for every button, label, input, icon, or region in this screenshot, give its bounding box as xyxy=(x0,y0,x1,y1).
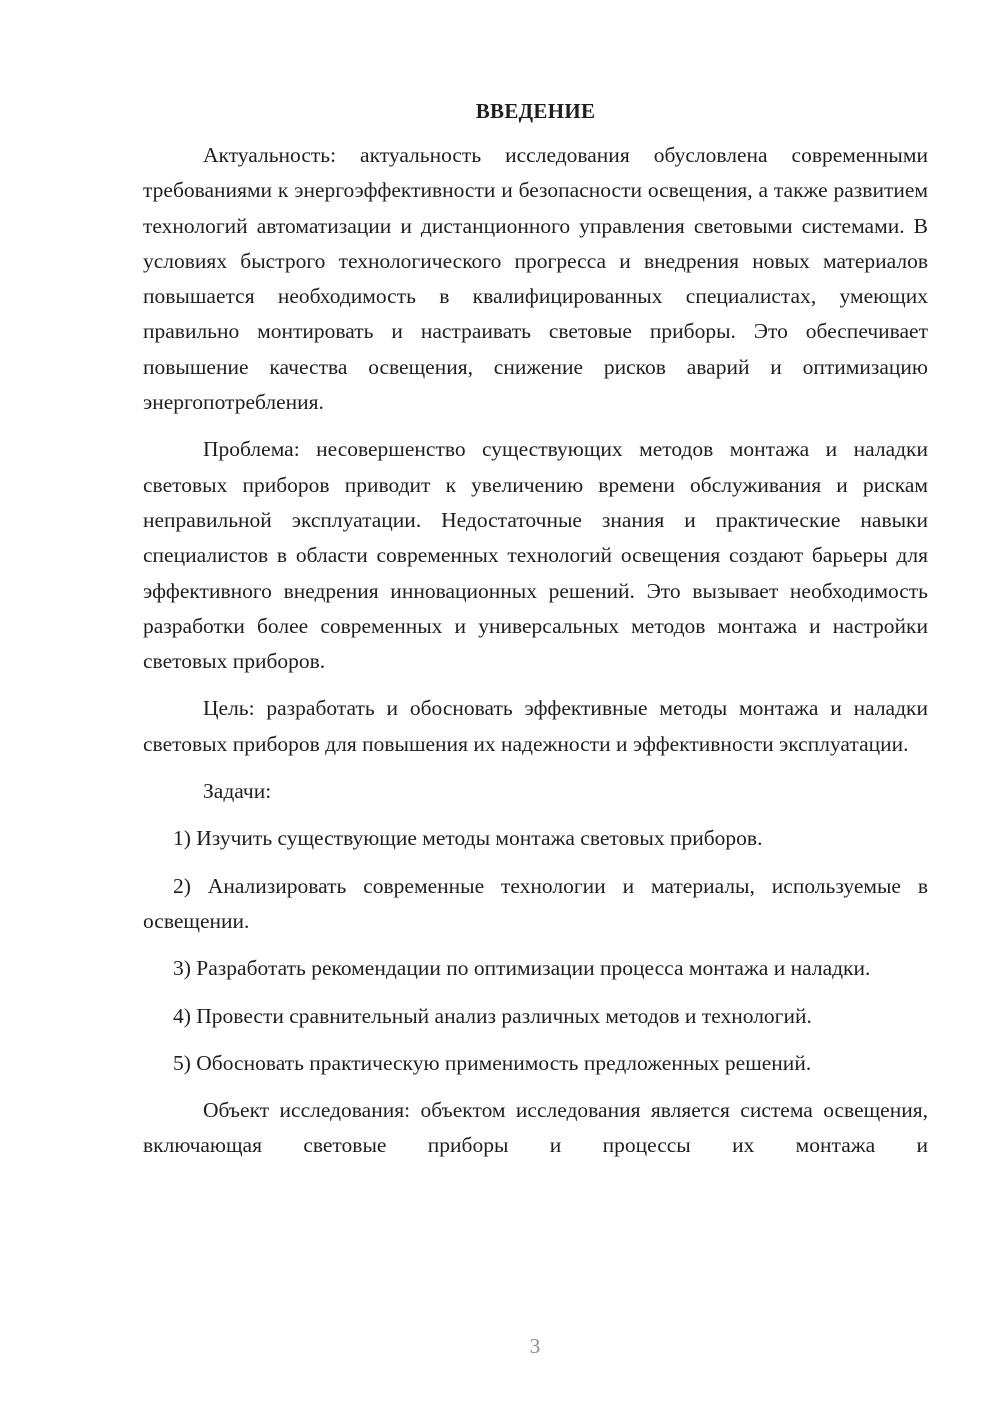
page-number: 3 xyxy=(529,1334,541,1358)
tasks-heading: Задачи: xyxy=(203,779,272,804)
section-title: ВВЕДЕНИЕ xyxy=(475,99,596,123)
task-item-5: 5) Обосновать практическую применимость предложенных решений. xyxy=(173,1050,812,1075)
task-item-1: 1) Изучить существующие методы монтажа световых приборов. xyxy=(173,826,763,851)
task-item-2: 2) Анализировать современные технологии и материалы, используемые в освещении. xyxy=(143,873,928,933)
page-content xyxy=(143,96,928,1176)
paragraph-relevance: Актуальность: актуальность исследования обусловлена современными требованиями к энергоэффективности и безопасности освещения, а также развитием технологий автоматизации и дистанционного управления световыми системами. В условиях быстрого технологического прогресса и внедрения новых материалов повышается необходимость в квалифицированных специалистах, умеющих правильно монтировать и настраивать световые приборы. Это обеспечивает повышение качества освещения, снижение рисков аварий и оптимизацию энергопотребления. xyxy=(143,143,928,415)
paragraph-object: Объект исследования: объектом исследования является система освещения, включающая световые приборы и процессы их монтажа и xyxy=(143,1098,928,1158)
task-item-3: 3) Разработать рекомендации по оптимизации процесса монтажа и наладки. xyxy=(173,956,871,981)
paragraph-problem: Проблема: несовершенство существующих методов монтажа и наладки световых приборов приводит к увеличению времени обслуживания и рискам неправильной эксплуатации. Недостаточные знания и практические навыки специалистов в области современных технологий освещения создают барьеры для эффективного внедрения инновационных решений. Это вызывает необходимость разработки более современных и универсальных методов монтажа и настройки световых приборов. xyxy=(143,437,928,674)
task-item-4: 4) Провести сравнительный анализ различных методов и технологий. xyxy=(173,1003,812,1028)
paragraph-goal: Цель: разработать и обосновать эффективные методы монтажа и наладки световых приборов для повышения их надежности и эффективности эксплуатации. xyxy=(143,696,928,756)
